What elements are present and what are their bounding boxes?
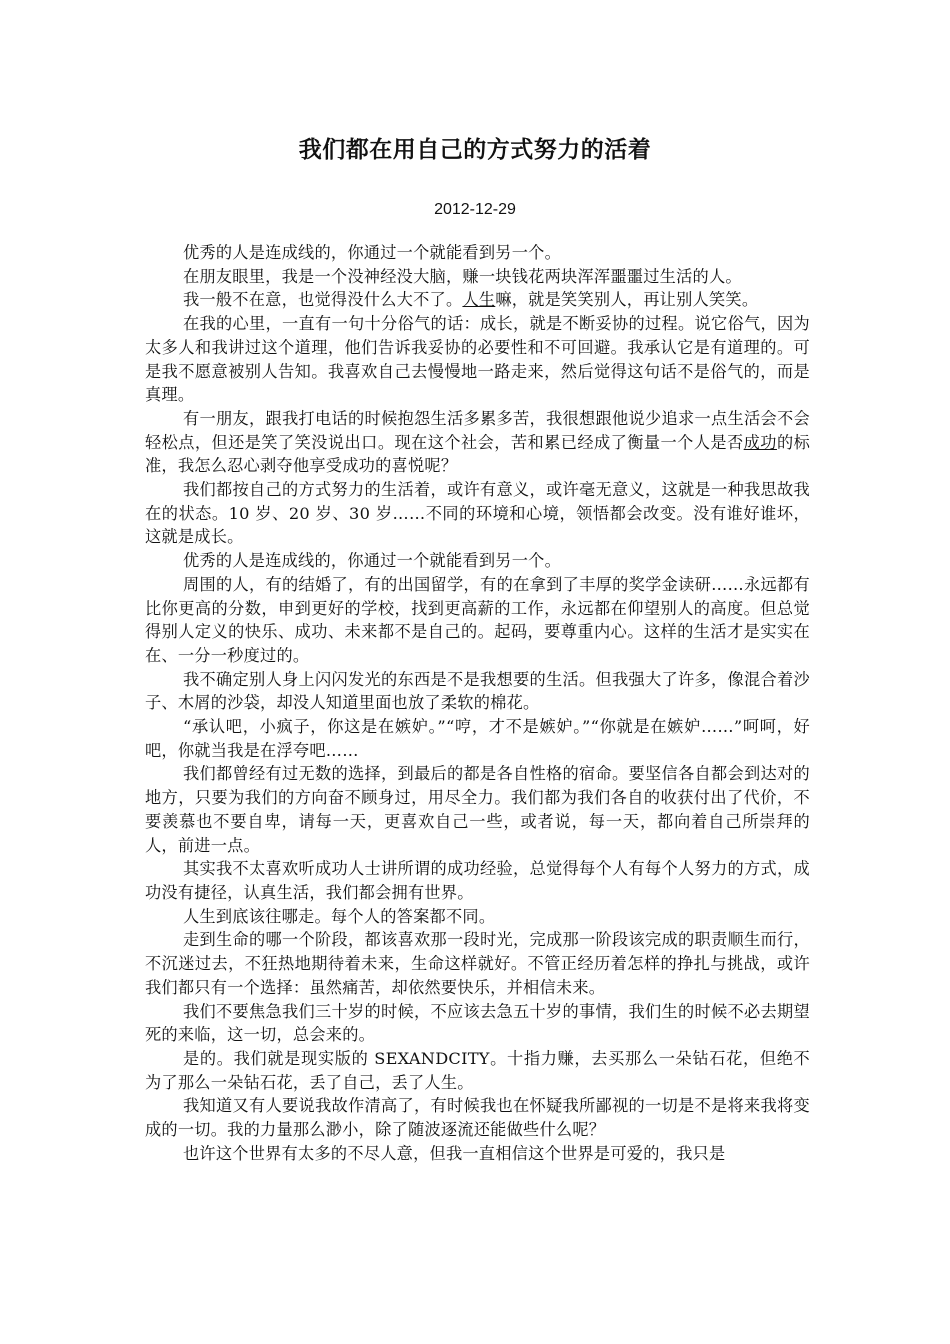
paragraph: 人生到底该往哪走。每个人的答案都不同。 (183, 906, 496, 926)
paragraph: 在朋友眼里，我是一个没神经没大脑，赚一块钱花两块浑浑噩噩过生活的人。 (183, 266, 742, 286)
paragraph-text: 我一般不在意，也觉得没什么大不了。 (183, 290, 463, 310)
paragraph: 也许这个世界有太多的不尽人意，但我一直相信这个世界是可爱的，我只是 (183, 1143, 726, 1163)
paragraph: 是的。我们就是现实版的 SEXANDCITY。十指力赚，去买那么一朵钻石花，但绝不为了那么一朵钻石花，丢了自己，丢了人生。 (145, 1048, 810, 1092)
paragraph-text: 有一朋友，跟我打电话的时候抱怨生活多累多苦，我很想跟他说少追求一点生活会不会轻松点，但还是笑了笑没说出口。现在这个社会，苦和累已经成了衡量一个人是否 (145, 408, 810, 452)
paragraph: 我们不要焦急我们三十岁的时候，不应该去急五十岁的事情，我们生的时候不必去期望死的来临，这一切，总会来的。 (145, 1001, 810, 1045)
paragraph: 周围的人，有的结婚了，有的出国留学，有的在拿到了丰厚的奖学金读研……永远都有比你更高的分数，申到更好的学校，找到更高薪的工作，永远都在仰望别人的高度。但总觉得别人定义的快乐、成功、未来都不是自己的。起码，要尊重内心。这样的生活才是实实在在、一分一秒度过的。 (145, 574, 810, 665)
paragraph: 走到生命的哪一个阶段，都该喜欢那一段时光，完成那一阶段该完成的职责顺生而行，不沉迷过去，不狂热地期待着未来，生命这样就好。不管正经历着怎样的挣扎与挑战，或许我们都只有一个选择：虽然痛苦，却依然要快乐，并相信未来。 (145, 930, 810, 997)
link-rensheng[interactable]: 人生 (462, 290, 496, 310)
document-title: 我们都在用自己的方式努力的活着 (298, 137, 652, 163)
paragraph: 在我的心里，一直有一句十分俗气的话：成长，就是不断妥协的过程。说它俗气，因为太多人和我讲过这个道理，他们告诉我妥协的必要性和不可回避。我承认它是有道理的。可是我不愿意被别人告知。我喜欢自己去慢慢地一路走来，然后觉得这句话不是俗气的，而是真理。 (145, 314, 810, 405)
paragraph: 我们都曾经有过无数的选择，到最后的都是各自性格的宿命。要坚信各自都会到达对的地方，只要为我们的方向奋不顾身过，用尽全力。我们都为我们各自的收获付出了代价，不要羡慕也不要自卑，请每一天，更喜欢自己一些，或者说，每一天，都向着自己所崇拜的人，前进一点。 (145, 764, 810, 855)
paragraph: 优秀的人是连成线的，你通过一个就能看到另一个。 (183, 551, 562, 571)
paragraph: 优秀的人是连成线的，你通过一个就能看到另一个。 (183, 243, 562, 262)
paragraph: 我知道又有人要说我故作清高了，有时候我也在怀疑我所鄙视的一切是不是将来我将变成的一切。我的力量那么渺小，除了随波逐流还能做些什么呢？ (145, 1096, 810, 1140)
link-chenggong[interactable]: 成功 (743, 432, 777, 452)
paragraph: 其实我不太喜欢听成功人士讲所谓的成功经验，总觉得每个人有每个人努力的方式，成功没有捷径，认真生活，我们都会拥有世界。 (145, 859, 810, 902)
paragraph (145, 288, 810, 312)
document-date: 2012-12-29 (434, 201, 516, 218)
paragraph-text: 嘛，就是笑笑别人，再让别人笑笑。 (495, 290, 759, 310)
paragraph (145, 407, 810, 478)
article-body (145, 241, 810, 1165)
paragraph: 我们都按自己的方式努力的生活着，或许有意义，或许毫无意义，这就是一种我思故我在的状态。10 岁、20 岁、30 岁……不同的环境和心境，领悟都会改变。没有谁好谁坏，这就是成长。 (145, 480, 810, 547)
paragraph: 我不确定别人身上闪闪发光的东西是不是我想要的生活。但我强大了许多，像混合着沙子、木屑的沙袋，却没人知道里面也放了柔软的棉花。 (145, 669, 810, 713)
paragraph: “承认吧，小疯子，你这是在嫉妒。”“哼，才不是嫉妒。”“你就是在嫉妒……”呵呵，好吧，你就当我是在浮夸吧…… (145, 717, 810, 760)
paragraph-text: 的标准，我怎么忍心剥夺他享受成功的喜悦呢？ (145, 432, 811, 476)
